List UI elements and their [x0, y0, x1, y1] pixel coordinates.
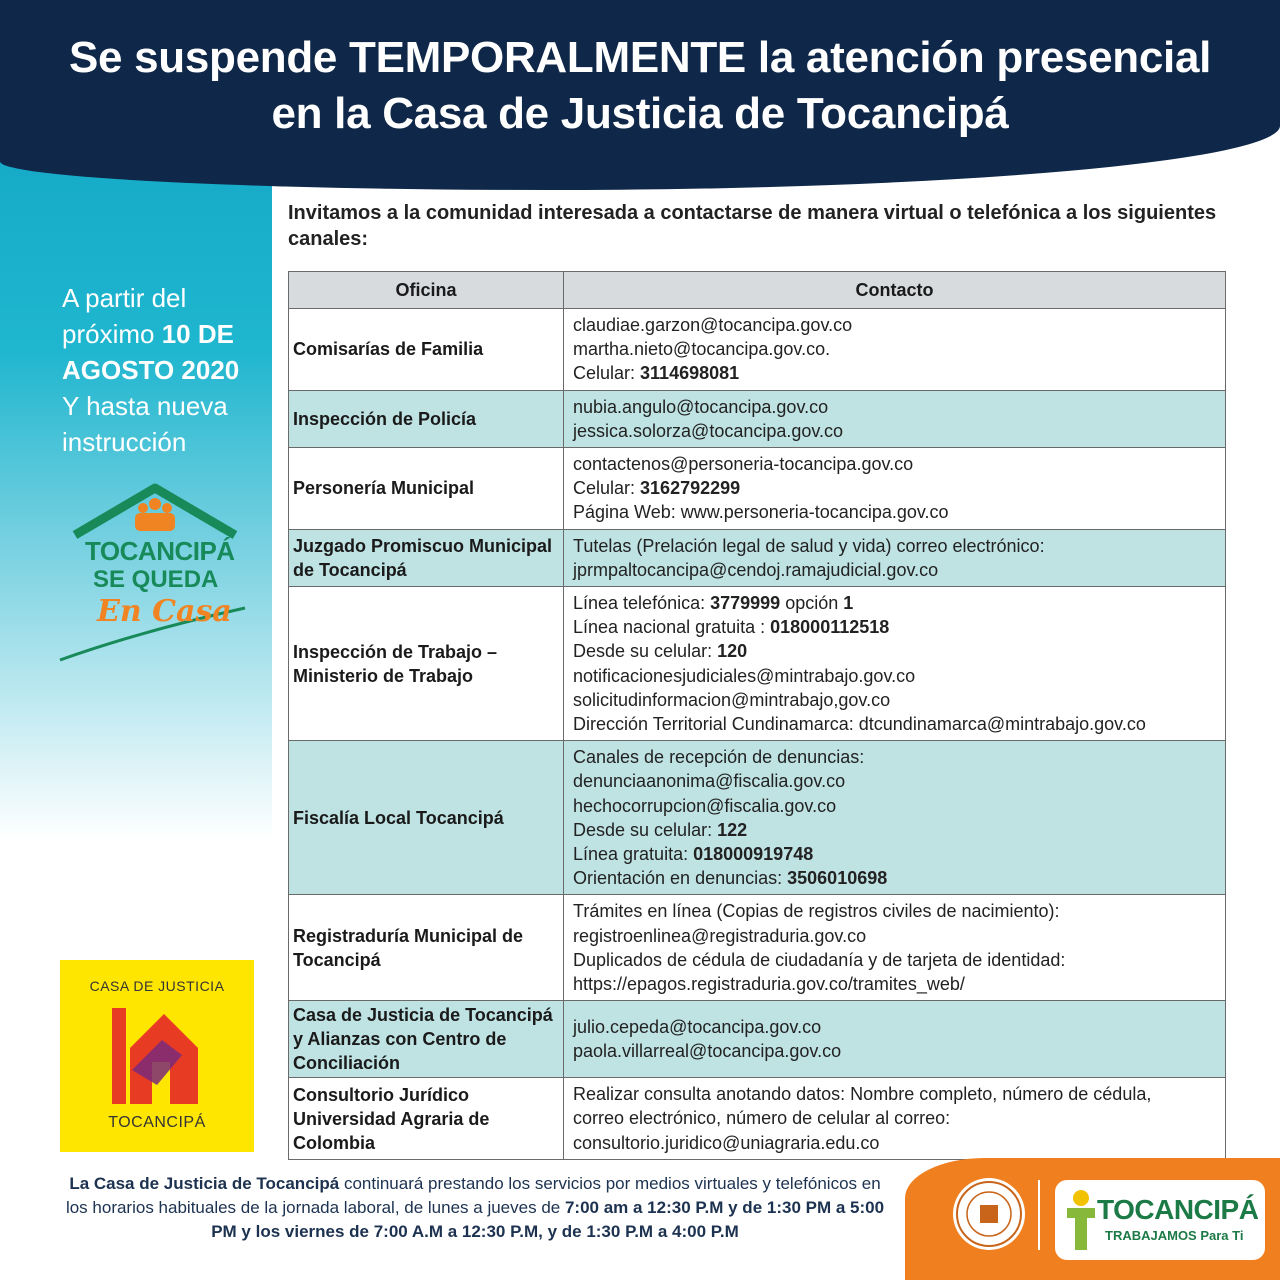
contact-line	[573, 794, 1217, 818]
contact-line-text: jessica.solorza@tocancipa.gov.co	[573, 420, 844, 441]
contact-line	[573, 534, 1217, 558]
contact-cell	[564, 390, 1226, 447]
contact-line	[573, 818, 1217, 842]
title-line-2: en la Casa de Justicia de Tocancipá	[271, 89, 1009, 138]
date-bold-1: 10 DE	[161, 319, 234, 349]
contact-line	[573, 712, 1217, 736]
contact-line-after: opción	[780, 593, 844, 614]
contact-line	[573, 419, 1217, 443]
office-cell: Inspección de Policía	[289, 390, 564, 447]
contact-line	[573, 924, 1217, 948]
contact-line	[573, 1106, 1217, 1130]
contact-line	[573, 639, 1217, 663]
footer-hours: 7:00 am a 12:30 P.M y de 1:30 PM a 5:00 PM y los viernes de 7:00 A.M a 12:30 P.M, y de 1:30 P.M a 4:00 P.M	[211, 1198, 885, 1241]
date-notice-prefix: próximo	[62, 319, 155, 349]
intro-text: Invitamos a la comunidad interesada a contactarse de manera virtual o telefónica a los siguientes canales:	[288, 202, 1217, 250]
contacts-table	[288, 271, 1226, 1160]
contact-line	[573, 591, 1217, 615]
contact-line	[573, 500, 1217, 524]
contact-line	[573, 948, 1217, 972]
footer-body: continuará prestando los servicios por medios virtuales y telefónicos en los horarios habituales de la jornada laboral, de lunes a jueves de	[65, 1174, 881, 1217]
contact-line	[573, 866, 1217, 890]
table-header-row	[289, 272, 1226, 309]
tocancipa-brand-logo	[1055, 1180, 1265, 1260]
contact-line	[573, 337, 1217, 361]
contact-line	[573, 1131, 1217, 1155]
contact-line-text: Desde su celular:	[573, 819, 718, 840]
office-cell: Comisarías de Familia	[289, 309, 564, 391]
contact-line	[573, 842, 1217, 866]
contact-line-text: jprmpaltocancipa@cendoj.ramajudicial.gov.co	[573, 559, 939, 580]
contact-line-bold: 3506010698	[787, 868, 888, 889]
table-row	[289, 309, 1226, 391]
contact-line-text: martha.nieto@tocancipa.gov.co.	[573, 339, 831, 360]
contact-line-text: nubia.angulo@tocancipa.gov.co	[573, 396, 829, 417]
contact-line-bold: 018000919748	[693, 844, 814, 865]
contact-line-text: julio.cepeda@tocancipa.gov.co	[573, 1017, 822, 1038]
contact-cell	[564, 309, 1226, 391]
contact-line-text: Línea nacional gratuita :	[573, 617, 771, 638]
contact-line	[573, 476, 1217, 500]
date-notice-line-1: A partir del	[62, 283, 187, 313]
contact-line-text: hechocorrupcion@fiscalia.gov.co	[573, 795, 837, 816]
contact-line	[573, 361, 1217, 385]
stay-logo-queda: SE QUEDA	[93, 566, 219, 593]
contact-line	[573, 745, 1217, 769]
table-row	[289, 448, 1226, 530]
person-figure-icon	[1063, 1188, 1099, 1252]
contact-line-bold: 3779999	[710, 593, 781, 614]
contact-line-text: denunciaanonima@fiscalia.gov.co	[573, 771, 846, 792]
contact-line	[573, 664, 1217, 688]
contact-line-text: Línea gratuita:	[573, 844, 694, 865]
contact-cell	[564, 1078, 1226, 1160]
contact-line-text: Línea telefónica:	[573, 593, 711, 614]
contact-line-bold: 122	[717, 819, 748, 840]
contact-line-text: solicitudinformacion@mintrabajo,gov.co	[573, 689, 891, 710]
contact-line	[573, 395, 1217, 419]
contact-cell	[564, 448, 1226, 530]
contact-line-text: Trámites en línea (Copias de registros civiles de nacimiento):	[573, 901, 1060, 922]
contact-line-text: Desde su celular:	[573, 641, 718, 662]
contact-line-text: Tutelas (Prelación legal de salud y vida) correo electrónico:	[573, 535, 1045, 556]
header-banner	[0, 0, 1280, 190]
contact-line-bold: 120	[717, 641, 748, 662]
contact-line	[573, 972, 1217, 996]
table-row	[289, 587, 1226, 741]
contact-line-text: Canales de recepción de denuncias:	[573, 747, 865, 768]
contact-line	[573, 1039, 1217, 1063]
contact-line-bold: 018000112518	[770, 617, 890, 638]
contact-line-text: Duplicados de cédula de ciudadanía y de tarjeta de identidad:	[573, 949, 1066, 970]
table-row	[289, 1078, 1226, 1160]
date-notice-line-4: Y hasta nueva	[62, 391, 228, 421]
contact-line-text: Dirección Territorial Cundinamarca: dtcundinamarca@mintrabajo.gov.co	[573, 714, 1146, 735]
footer-lead: La Casa de Justicia de Tocancipá	[69, 1174, 340, 1193]
date-bold-2: AGOSTO 2020	[62, 355, 240, 385]
contact-line	[573, 452, 1217, 476]
table-row	[289, 529, 1226, 586]
casa-logo-bottom-text: TOCANCIPÁ	[108, 1114, 206, 1131]
contact-line-text: Orientación en denuncias:	[573, 868, 788, 889]
contact-line-text: Celular:	[573, 478, 641, 499]
badge-tag-text: TRABAJAMOS Para Ti	[1105, 1228, 1244, 1243]
office-cell: Consultorio Jurídico Universidad Agraria de Colombia	[289, 1078, 564, 1160]
contact-line-bold2: 1	[843, 593, 854, 614]
municipal-seal-icon	[953, 1178, 1025, 1250]
contact-line-bold: 3162792299	[640, 478, 741, 499]
stay-home-logo	[55, 480, 255, 670]
contact-cell	[564, 1001, 1226, 1078]
office-cell: Personería Municipal	[289, 448, 564, 530]
contact-line	[573, 899, 1217, 923]
table-row	[289, 895, 1226, 1001]
contact-line-bold: 3114698081	[640, 363, 740, 384]
office-cell: Registraduría Municipal de Tocancipá	[289, 895, 564, 1001]
page-title	[40, 30, 1240, 142]
office-cell: Juzgado Promiscuo Municipal de Tocancipá	[289, 529, 564, 586]
contact-line-text: correo electrónico, número de celular al correo:	[573, 1108, 951, 1129]
contact-line-text: paola.villarreal@tocancipa.gov.co	[573, 1041, 842, 1062]
contact-cell	[564, 895, 1226, 1001]
casa-de-justicia-logo	[60, 960, 254, 1152]
date-notice	[62, 280, 267, 460]
header-contact: Contacto	[564, 272, 1226, 309]
table-row	[289, 1001, 1226, 1078]
contact-line	[573, 1082, 1217, 1106]
header-office: Oficina	[289, 272, 564, 309]
office-cell: Inspección de Trabajo – Ministerio de Trabajo	[289, 587, 564, 741]
casa-logo-top-text: CASA DE JUSTICIA	[89, 978, 225, 994]
date-notice-line-3	[62, 352, 267, 388]
office-cell: Casa de Justicia de Tocancipá y Alianzas con Centro de Conciliación	[289, 1001, 564, 1078]
contact-line-text: Realizar consulta anotando datos: Nombre completo, número de cédula,	[573, 1084, 1152, 1105]
contact-line-text: consultorio.juridico@uniagraria.edu.co	[573, 1132, 880, 1153]
stay-logo-town: TOCANCIPÁ	[85, 536, 235, 566]
contact-line-text: contactenos@personeria-tocancipa.gov.co	[573, 454, 914, 475]
footer-badge	[905, 1158, 1280, 1280]
contact-cell	[564, 741, 1226, 895]
contact-line	[573, 1015, 1217, 1039]
date-notice-line-2	[62, 316, 267, 352]
contact-line-text: claudiae.garzon@tocancipa.gov.co	[573, 315, 853, 335]
badge-brand-text: TOCANCIPÁ	[1097, 1194, 1259, 1225]
contact-line	[573, 615, 1217, 639]
contact-line-text: registroenlinea@registraduria.gov.co	[573, 925, 867, 946]
contact-line-text: Página Web: www.personeria-tocancipa.gov.co	[573, 502, 949, 523]
contact-line-text: https://epagos.registraduria.gov.co/tramites_web/	[573, 974, 965, 995]
table-row	[289, 741, 1226, 895]
date-notice-line-5: instrucción	[62, 427, 187, 457]
contact-line-text: notificacionesjudiciales@mintrabajo.gov.co	[573, 665, 916, 686]
contact-line-text: Celular:	[573, 363, 641, 384]
contact-line	[573, 769, 1217, 793]
contact-cell	[564, 587, 1226, 741]
table-body	[289, 309, 1226, 1160]
contact-line	[573, 313, 1217, 337]
contact-line	[573, 688, 1217, 712]
contact-cell	[564, 529, 1226, 586]
badge-divider	[1038, 1180, 1040, 1250]
contact-line	[573, 558, 1217, 582]
stay-logo-casa: En Casa	[97, 594, 232, 629]
house-hands-icon	[102, 1000, 212, 1110]
office-cell: Fiscalía Local Tocancipá	[289, 741, 564, 895]
footer-schedule	[60, 1172, 890, 1244]
table-row	[289, 390, 1226, 447]
title-line-1: Se suspende TEMPORALMENTE la atención presencial	[68, 33, 1212, 82]
